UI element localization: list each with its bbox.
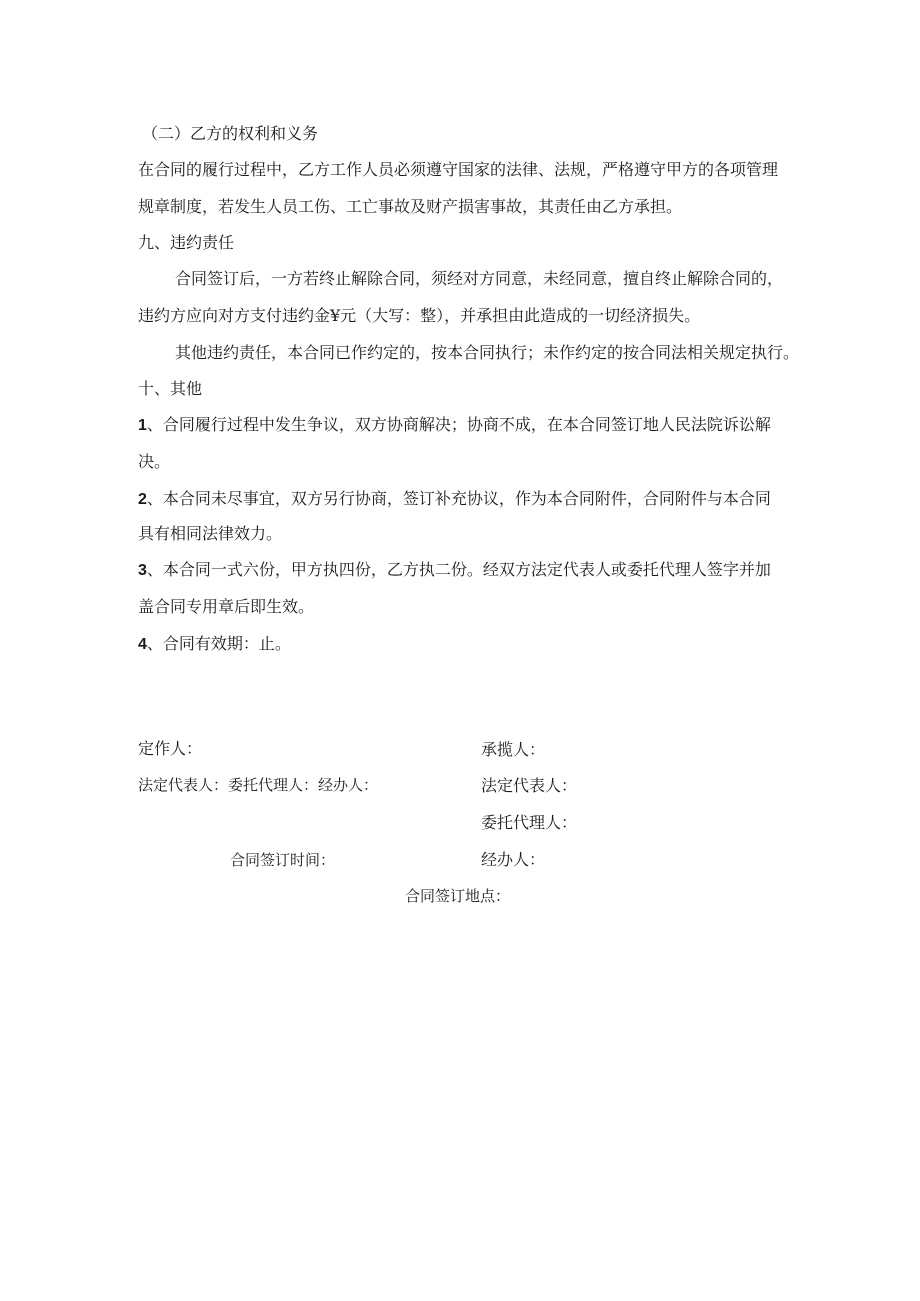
section-9-p1-line2: 违约方应向对方支付违约金¥元（大写：整），并承担由此造成的一切经济损失。: [138, 306, 701, 325]
sign-date: 合同签订时间：: [230, 851, 336, 869]
party-a-label: 定作人：: [138, 739, 203, 758]
section-10-heading: 十、其他: [138, 379, 203, 398]
item4-number: 4: [138, 636, 147, 653]
item2-number: 2: [138, 491, 147, 508]
item4-text: 、合同有效期：止。: [146, 634, 291, 653]
party-b-handler: 经办人：: [481, 850, 546, 869]
party-b-label: 承揽人：: [481, 740, 546, 759]
section-10-item1-line1: [138, 415, 771, 436]
section-10-item3-line1: [138, 560, 771, 581]
section-9-p1-line1: 合同签订后，一方若终止解除合同，须经对方同意，未经同意，擅自终止解除合同的，: [175, 269, 784, 288]
section-b-para-line1: 在合同的履行过程中，乙方工作人员必须遵守国家的法律、法规，严格遵守甲方的各项管理: [138, 160, 779, 179]
section-9-heading: 九、违约责任: [138, 233, 235, 252]
sign-place: 合同签订地点：: [405, 887, 511, 905]
section-b-para-line2: 规章制度，若发生人员工伤、工亡事故及财产损害事故，其责任由乙方承担。: [138, 197, 683, 216]
section-9-p2: 其他违约责任，本合同已作约定的，按本合同执行；未作约定的按合同法相关规定执行。: [175, 343, 800, 362]
item3-number: 3: [138, 562, 147, 579]
section-b-heading: （二）乙方的权利和义务: [142, 124, 319, 143]
item2-text: 、本合同未尽事宜，双方另行协商，签订补充协议，作为本合同附件，合同附件与本合同: [146, 489, 771, 508]
item3-text: 、本合同一式六份，甲方执四份，乙方执二份。经双方法定代表人或委托代理人签字并加: [146, 560, 771, 579]
section-10-item2-line2: 具有相同法律效力。: [138, 524, 283, 543]
section-10-item2-line1: [138, 489, 771, 510]
party-b-agent: 委托代理人：: [481, 813, 578, 832]
item1-text: 、合同履行过程中发生争议，双方协商解决；协商不成，在本合同签订地人民法院诉讼解: [146, 415, 771, 434]
item1-number: 1: [138, 417, 147, 434]
party-a-representatives: 法定代表人：委托代理人：经办人：: [138, 776, 379, 794]
section-10-item1-line2: 决。: [138, 452, 171, 471]
party-b-legal-rep: 法定代表人：: [481, 776, 578, 795]
section-10-item3-line2: 盖合同专用章后即生效。: [138, 597, 315, 616]
section-10-item4: [138, 634, 291, 655]
